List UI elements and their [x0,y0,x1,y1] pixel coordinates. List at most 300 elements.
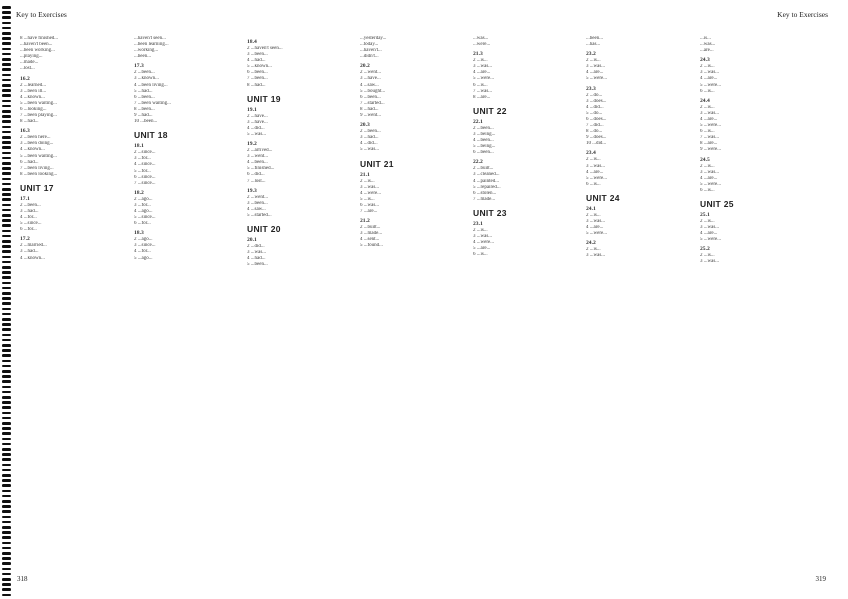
answer-line: 4 ...are... [700,76,718,82]
answer-line: 2 ...haven't seen... [247,46,283,51]
answer-line: ...been working... [20,48,55,54]
binding-ring [2,68,11,71]
answer-line: 2 ...is... [700,163,715,169]
binding-ring [2,245,11,248]
answer-line: 2 ...did... [247,243,265,249]
answer-line: 9 ...were... [700,147,721,153]
answer-line: 3 ...was... [700,169,720,175]
answer-line: 7 ...was... [473,88,493,94]
answer-line: 5 ...are... [473,246,491,252]
answer-line: 8 ...had... [247,82,266,88]
answer-line: 2 ...is... [700,253,715,259]
answer-line: 4 ...were... [473,240,494,246]
answer-line: 3 ...for... [134,202,151,208]
binding-ring [2,271,11,274]
answer-line: 5 ...since... [20,221,42,227]
page-number-right: 319 [815,575,826,583]
binding-ring [2,162,11,165]
binding-ring [2,27,11,30]
answer-line: 3 ...was... [586,253,606,259]
answer-line: 2 ...is... [700,104,715,110]
binding-ring [2,313,11,316]
answer-line: 2 ...since... [134,150,156,156]
key-column [20,36,120,576]
binding-ring [2,110,11,113]
answer-line: ...playing... [20,54,43,60]
answer-line: 7 ...been playing... [20,113,57,119]
answer-line: 7 ...been living... [20,165,54,171]
answer-line: ...been... [134,54,151,60]
answer-line: 4 ...for... [134,249,151,255]
unit-heading: UNIT 18 [134,130,168,141]
binding-ring [2,318,11,321]
answer-line: 4 ...did... [360,141,378,147]
binding-ring [2,458,11,461]
binding-ring [2,204,11,207]
binding-ring [2,146,11,149]
answer-line: 5 ...were... [586,175,607,181]
answer-line: 4 ...painted... [473,178,499,184]
binding-ring [2,214,11,217]
answer-line: 5 ...repaired... [473,184,501,190]
binding-ring [2,448,11,451]
answer-line: 4 ...are... [586,70,604,76]
binding-ring [2,224,11,227]
answer-line: 4 ...did... [247,125,265,131]
answer-line: 6 ...been... [473,150,494,156]
answer-line: ...working... [134,48,159,54]
answer-line: 3 ...was... [700,110,720,116]
answer-line: 5 ...started... [247,212,272,218]
answer-line: 4 ...are... [586,169,604,175]
answer-line: 4 ...are... [586,225,604,231]
binding-ring [2,495,11,498]
exercise-number: 19.1 [247,106,257,113]
binding-ring [2,568,11,571]
binding-ring [2,479,11,482]
answer-line: 8 ...are... [473,94,491,100]
answer-line: 3 ...since... [134,243,156,249]
exercise-number: 20.1 [247,236,257,243]
answer-line: 4 ...are... [700,175,718,181]
binding-ring [2,474,11,477]
binding-ring [2,115,11,118]
answer-line: 4 ...saw... [247,206,266,212]
answer-line: 5 ...found... [360,243,383,249]
answer-line: 6 ...been... [134,94,155,100]
binding-ring [2,406,11,409]
answer-line: 5 ...do... [586,110,603,116]
exercise-number: 25.1 [700,211,710,218]
binding-ring [2,375,11,378]
binding-ring [2,282,11,285]
binding-ring [2,209,11,212]
answer-line: 4 ...had... [247,256,266,262]
answer-line: ...haven't been... [20,42,53,48]
answer-line: 3 ...known... [134,76,159,82]
binding-ring [2,438,11,441]
answer-line: 3 ...was... [700,70,720,76]
answer-line: 2 ...built... [473,166,494,172]
binding-ring [2,510,11,513]
answer-line: ...is... [700,36,711,41]
answer-line: 2 ...married... [20,243,47,249]
answer-line: 8 ...been looking... [20,171,58,177]
answer-line: 5 ...finished... [247,166,275,172]
answer-line: 2 ...been... [360,129,381,135]
answer-line: 5 ...were... [700,123,721,129]
answer-line: ...been... [586,36,603,41]
answer-line: 3 ...had... [20,249,39,255]
answer-line: ...been learning... [134,42,169,48]
binding-ring [2,141,11,144]
answer-line: 3 ...was... [473,64,493,70]
answer-line: 2 ...is... [473,227,488,233]
exercise-number: 23.2 [586,51,596,58]
binding-ring [2,94,11,97]
binding-ring [2,235,11,238]
page-number-left: 318 [17,575,28,583]
binding-ring [2,490,11,493]
binding-ring [2,526,11,529]
binding-ring [2,391,11,394]
answer-line: 5 ...was... [360,147,380,153]
answer-line: 4 ...been... [247,160,268,166]
binding-ring [2,396,11,399]
binding-ring [2,178,11,181]
answer-line: 7 ...been... [247,76,268,82]
binding-ring [2,339,11,342]
answer-line: 2 ...is... [700,64,715,70]
binding-ring [2,188,11,191]
answer-line: 4 ...known... [20,94,45,100]
answer-line: 3 ...being... [473,131,496,137]
exercise-number: 24.4 [700,97,710,104]
running-header-right: Key to Exercises [777,10,828,19]
exercise-number: 18.1 [134,143,144,150]
answer-line: 2 ...is... [586,247,601,253]
binding-ring [2,287,11,290]
answer-line: 3 ...made... [360,231,383,237]
binding-ring [2,453,11,456]
answer-line: 5 ...were... [700,237,721,243]
binding-ring [2,464,11,467]
binding-ring [2,261,11,264]
unit-heading: UNIT 20 [247,223,281,234]
answer-line: 6 ...for... [20,227,37,233]
exercise-number: 19.2 [247,141,257,148]
binding-ring [2,256,11,259]
answer-line: 5 ...were... [473,76,494,82]
binding-ring [2,500,11,503]
binding-ring [2,219,11,222]
exercise-number: 18.4 [247,39,257,45]
answer-line: 6 ...stolen... [473,190,497,196]
answer-line: 7 ...did... [586,123,604,129]
binding-ring [2,297,11,300]
answer-line: 3 ...for... [134,156,151,162]
answer-line: 4 ...been living... [134,82,168,88]
binding-ring [2,557,11,560]
answer-line: 7 ...started... [360,100,385,106]
answer-line: 5 ...is... [360,196,375,202]
exercise-number: 21.1 [360,171,370,178]
answer-line: 2 ...built... [360,225,381,231]
binding-ring [2,58,11,61]
answer-line: 3 ...was... [700,225,720,231]
answer-line: 3 ...was... [473,233,493,239]
answer-line: 2 ...is... [586,58,601,64]
unit-heading: UNIT 22 [473,105,507,116]
binding-ring [2,427,11,430]
binding-ring [2,16,11,19]
binding-ring [2,89,11,92]
answer-line: 2 ...do... [586,92,603,98]
answer-line: 6 ...is... [700,129,715,135]
exercise-number: 17.1 [20,195,30,202]
answer-line: 5 ...for... [134,168,151,174]
binding-ring [2,469,11,472]
answer-line: 4 ...are... [700,116,718,122]
answer-line: 6 ...did... [247,172,265,178]
answer-line: 5 ...since... [134,215,156,221]
binding-ring [2,334,11,337]
answer-line: 5 ...was... [247,131,267,137]
answer-line: 5 ...been waiting... [20,153,57,159]
answer-line: 2 ...been... [473,125,494,131]
answer-line: 5 ...known... [247,64,272,70]
answer-line: 4 ...sent... [360,237,380,243]
answer-line: 4 ...known... [20,147,45,153]
answer-line: ...today... [360,42,379,48]
binding-ring [2,349,11,352]
binding-ring [2,6,11,9]
binding-ring [2,360,11,363]
exercise-number: 24.5 [700,156,710,163]
binding-ring [2,328,11,331]
binding-ring [2,484,11,487]
answer-line: 2 ...went... [360,70,381,76]
answer-line: 4 ...known... [20,255,45,261]
binding-ring [2,583,11,586]
binding-ring [2,276,11,279]
answer-line: 8 ...do... [586,129,603,135]
exercise-number: 16.2 [20,75,30,82]
answer-line: 3 ...had... [360,135,379,141]
answer-line: 2 ...been... [134,70,155,76]
binding-ring [2,157,11,160]
exercise-number: 18.3 [134,230,144,237]
answer-line: 3 ...been... [247,200,268,206]
key-column [134,36,234,576]
exercise-number: 25.2 [700,246,710,253]
binding-ring [2,22,11,25]
answer-line: 4 ...since... [134,162,156,168]
answer-line: 3 ...have... [247,119,268,125]
binding-ring [2,172,11,175]
answer-line: 5 ...been waiting... [20,100,57,106]
answer-line: 4 ...had... [247,58,266,64]
binding-ring [2,552,11,555]
exercise-number: 24.2 [586,240,596,247]
binding-ring [2,84,11,87]
answer-line: ...was... [473,36,489,41]
binding-ring [2,594,11,597]
binding-ring [2,521,11,524]
answer-line: 2 ...been... [20,202,41,208]
answer-line: 6 ...is... [700,88,715,94]
answer-line: 9 ...does... [586,135,607,141]
exercise-number: 23.4 [586,150,596,157]
binding-ring [2,365,11,368]
answer-line: 7 ...are... [360,208,378,214]
key-column [473,36,573,576]
answer-line: 6 ...for... [134,221,151,227]
answer-line: 3 ...cleaned... [473,172,500,178]
answer-line: 5 ...had... [134,88,153,94]
binding-ring [2,120,11,123]
exercise-number: 17.3 [134,63,144,70]
answer-line: 4 ...are... [700,231,718,237]
binding-ring [2,562,11,565]
answer-line: 4 ...ago... [134,208,153,214]
binding-ring [2,100,11,103]
answer-line: 6 ...is... [473,252,488,258]
unit-heading: UNIT 17 [20,182,54,193]
answer-line: 3 ...was... [586,218,606,224]
exercise-number: 16.3 [20,128,30,135]
exercise-number: 24.3 [700,57,710,64]
binding-ring [2,443,11,446]
answer-line: 7 ...been waiting... [134,100,171,106]
answer-line: 3 ...been... [247,52,268,58]
binding-ring [2,63,11,66]
answer-line: 5 ...were... [700,82,721,88]
binding-ring [2,386,11,389]
binding-ring [2,308,11,311]
answer-line: ...made... [20,60,39,66]
answer-line: 2 ...is... [586,212,601,218]
binding-ring [2,11,11,14]
running-header-left: Key to Exercises [16,10,67,19]
key-column [247,36,347,576]
answer-line: 9 ...went... [360,113,381,119]
answer-line: 3 ...does... [586,98,607,104]
unit-heading: UNIT 19 [247,93,281,104]
answer-line: 6 ...been... [360,94,381,100]
answer-line: 7 ...since... [134,180,156,186]
binding-ring [2,136,11,139]
unit-heading: UNIT 21 [360,158,394,169]
binding-ring [2,152,11,155]
binding-ring [2,37,11,40]
answer-line: 4 ...are... [473,70,491,76]
answer-line: 3 ...was... [586,163,606,169]
answer-line: 5 ...being... [473,144,496,150]
answer-line: 6 ...was... [360,202,380,208]
binding-ring [2,573,11,576]
answer-line: 7 ...made... [473,196,496,202]
exercise-number: 22.1 [473,118,483,125]
binding-ring [2,167,11,170]
binding-ring [2,230,11,233]
binding-ring [2,422,11,425]
exercise-number: 21.2 [360,218,370,225]
binding-ring [2,48,11,51]
binding-ring [2,531,11,534]
exercise-number: 18.2 [134,189,144,196]
exercise-number: 17.2 [20,236,30,243]
answer-line: 4 ...saw... [360,82,379,88]
binding-ring [2,193,11,196]
binding-ring [2,380,11,383]
answer-line: 2 ...arrived... [247,148,273,154]
answer-line: 8 ...had... [20,119,39,125]
binding-ring [2,323,11,326]
answer-line: ...haven't seen... [134,36,166,41]
binding-ring [2,74,11,77]
answer-line: 4 ...been... [473,138,494,144]
answer-line: 5 ...were... [586,76,607,82]
exercise-number: 21.3 [473,51,483,58]
answer-line: 2 ...learned... [20,82,46,88]
binding-ring [2,588,11,591]
binding-ring [2,32,11,35]
binding-ring [2,354,11,357]
answer-line: 9 ...had... [134,113,153,119]
answer-line: 6 ...is... [586,181,601,187]
exercise-number: 24.1 [586,205,596,212]
binding-ring [2,401,11,404]
answer-line: 6 ...is... [700,187,715,193]
binding-ring [2,432,11,435]
binding-ring [2,250,11,253]
answer-line: 2 ...ago... [134,237,153,243]
binding-ring [2,302,11,305]
answer-line: 3 ...was... [247,250,267,256]
answer-line: ...was... [700,42,716,48]
exercise-number: 19.3 [247,187,257,194]
answer-line: ...didn't... [360,54,379,60]
binding-ring [2,240,11,243]
answer-line: 2 ...is... [700,218,715,224]
answer-line: 5 ...been... [247,262,268,268]
binding-ring [2,53,11,56]
binding-ring [2,266,11,269]
answer-line: 6 ...does... [586,116,607,122]
answer-line: 3 ...been doing... [20,141,54,147]
answer-line: 4 ...for... [20,215,37,221]
answer-line: 2 ...is... [360,178,375,184]
answer-line: ...were... [473,42,491,48]
binding-ring [2,344,11,347]
answer-line: 2 ...been here... [20,135,51,141]
answer-line: ...are... [700,48,714,54]
answer-line: 6 ...been... [247,70,268,76]
answer-line: 8 ...are... [700,141,718,147]
binding-ring [2,183,11,186]
answer-line: 8 ...have finished... [20,36,59,41]
answer-line: ...has... [586,42,601,48]
spiral-binding [0,0,14,599]
binding-ring [2,79,11,82]
key-column [700,36,800,576]
answer-line: 3 ...was... [586,64,606,70]
exercise-number: 23.1 [473,220,483,227]
answer-line: 4 ...did... [586,104,604,110]
binding-ring [2,126,11,129]
binding-ring [2,536,11,539]
